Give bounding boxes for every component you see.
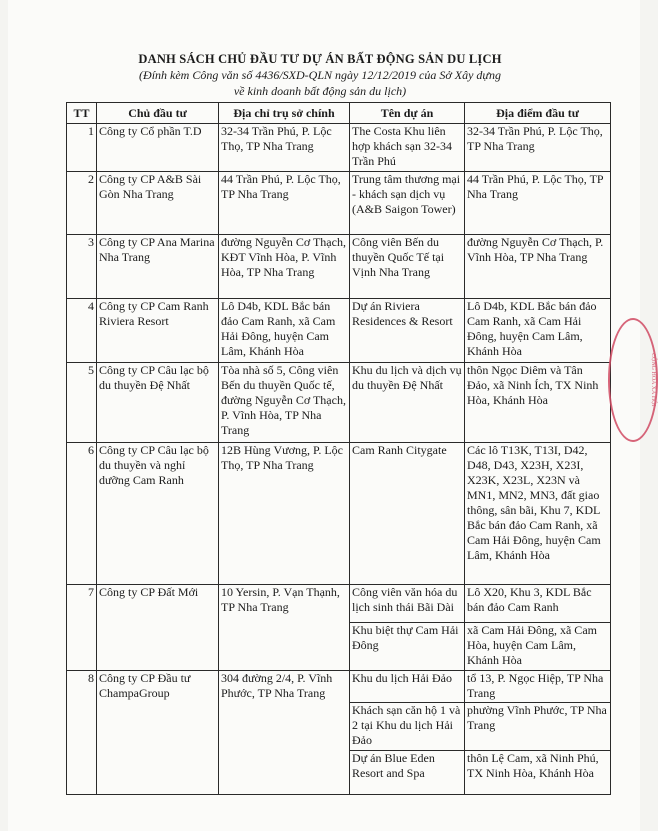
project-cell: Công viên Bến du thuyền Quốc Tế tại Vịnh Nha Trang xyxy=(350,235,465,299)
location-cell: thôn Lệ Cam, xã Ninh Phú, TX Ninh Hòa, Khánh Hòa xyxy=(465,751,611,795)
project-cell: Trung tâm thương mại - khách sạn dịch vụ (A&B Saigon Tower) xyxy=(350,172,465,235)
project-cell: Dự án Riviera Residences & Resort xyxy=(350,299,465,363)
row-number: 1 xyxy=(67,124,97,172)
investor-cell: Công ty CP Cam Ranh Riviera Resort xyxy=(97,299,219,363)
table-row xyxy=(67,671,611,703)
project-cell: Khu du lịch Hải Đảo xyxy=(350,671,465,703)
table-row xyxy=(67,172,611,235)
location-cell: 44 Trần Phú, P. Lộc Thọ, TP Nha Trang xyxy=(465,172,611,235)
table-header-row xyxy=(67,103,611,124)
project-cell: Khu du lịch và dịch vụ du thuyền Đệ Nhất xyxy=(350,363,465,443)
address-cell: 304 đường 2/4, P. Vĩnh Phước, TP Nha Trang xyxy=(219,671,350,795)
location-cell: Lô X20, Khu 3, KDL Bắc bán đảo Cam Ranh xyxy=(465,585,611,623)
investor-cell: Công ty Cổ phần T.D xyxy=(97,124,219,172)
table-row xyxy=(67,299,611,363)
row-number: 8 xyxy=(67,671,97,795)
location-cell: tổ 13, P. Ngọc Hiệp, TP Nha Trang xyxy=(465,671,611,703)
official-stamp xyxy=(608,318,658,442)
document-header xyxy=(0,52,640,99)
investor-cell: Công ty CP Đất Mới xyxy=(97,585,219,671)
address-cell: 44 Trần Phú, P. Lộc Thọ, TP Nha Trang xyxy=(219,172,350,235)
address-cell: 10 Yersin, P. Vạn Thạnh, TP Nha Trang xyxy=(219,585,350,671)
row-number: 6 xyxy=(67,443,97,585)
location-cell: Lô D4b, KDL Bắc bán đảo Cam Ranh, xã Cam Hải Đông, huyện Cam Lâm, Khánh Hòa xyxy=(465,299,611,363)
investor-cell: Công ty CP Ana Marina Nha Trang xyxy=(97,235,219,299)
table-row xyxy=(67,585,611,623)
row-number: 5 xyxy=(67,363,97,443)
location-cell: xã Cam Hải Đông, xã Cam Hòa, huyện Cam Lâm, Khánh Hòa xyxy=(465,623,611,671)
column-header-location: Địa điểm đầu tư xyxy=(465,103,611,124)
table-row xyxy=(67,124,611,172)
row-number: 2 xyxy=(67,172,97,235)
investor-cell: Công ty CP Câu lạc bộ du thuyền và nghỉ dưỡng Cam Ranh xyxy=(97,443,219,585)
column-header-project: Tên dự án xyxy=(350,103,465,124)
location-cell: 32-34 Trần Phú, P. Lộc Thọ, TP Nha Trang xyxy=(465,124,611,172)
project-cell: Cam Ranh Citygate xyxy=(350,443,465,585)
table-row xyxy=(67,235,611,299)
investor-cell: Công ty CP Câu lạc bộ du thuyền Đệ Nhất xyxy=(97,363,219,443)
address-cell: 12B Hùng Vương, P. Lộc Thọ, TP Nha Trang xyxy=(219,443,350,585)
document-subtitle-line2: về kinh doanh bất động sản du lịch) xyxy=(233,84,407,98)
project-cell: The Costa Khu liên hợp khách sạn 32-34 Trần Phú xyxy=(350,124,465,172)
investor-cell: Công ty CP A&B Sài Gòn Nha Trang xyxy=(97,172,219,235)
address-cell: Lô D4b, KDL Bắc bán đảo Cam Ranh, xã Cam Hải Đông, huyện Cam Lâm, Khánh Hòa xyxy=(219,299,350,363)
column-header-tt: TT xyxy=(67,103,97,124)
project-cell: Công viên văn hóa du lịch sinh thái Bãi Dài xyxy=(350,585,465,623)
project-cell: Khách sạn căn hộ 1 và 2 tại Khu du lịch Hải Đảo xyxy=(350,703,465,751)
investor-cell: Công ty CP Đầu tư ChampaGroup xyxy=(97,671,219,795)
project-cell: Dự án Blue Eden Resort and Spa xyxy=(350,751,465,795)
table-row xyxy=(67,363,611,443)
row-number: 7 xyxy=(67,585,97,671)
row-number: 4 xyxy=(67,299,97,363)
stamp-text: CỘNG HÒA XÃ HỘI xyxy=(650,353,656,407)
column-header-investor: Chủ đầu tư xyxy=(97,103,219,124)
document-subtitle-line1: (Đính kèm Công văn số 4436/SXD-QLN ngày 12/12/2019 của Sở Xây dựng xyxy=(139,68,501,82)
address-cell: 32-34 Trần Phú, P. Lộc Thọ, TP Nha Trang xyxy=(219,124,350,172)
address-cell: Tòa nhà số 5, Công viên Bến du thuyền Quốc tế, đường Nguyễn Cơ Thạch, P. Vĩnh Hòa, TP Nha Trang xyxy=(219,363,350,443)
row-number: 3 xyxy=(67,235,97,299)
table-row xyxy=(67,443,611,585)
location-cell: thôn Ngọc Diêm và Tân Đảo, xã Ninh Ích, TX Ninh Hòa, Khánh Hòa xyxy=(465,363,611,443)
column-header-address: Địa chỉ trụ sở chính xyxy=(219,103,350,124)
location-cell: phường Vĩnh Phước, TP Nha Trang xyxy=(465,703,611,751)
location-cell: Các lô T13K, T13I, D42, D48, D43, X23H, X23I, X23K, X23L, X23N và MN1, MN2, MN3, đất giao thông, sân bãi, Khu 7, KDL Bắc bán đảo Cam Ranh, xã Cam Hải Đông, huyện Cam Lâm, Khánh Hòa xyxy=(465,443,611,585)
document-title: DANH SÁCH CHỦ ĐẦU TƯ DỰ ÁN BẤT ĐỘNG SẢN DU LỊCH xyxy=(138,52,502,66)
project-cell: Khu biệt thự Cam Hải Đông xyxy=(350,623,465,671)
investor-table xyxy=(66,102,611,795)
address-cell: đường Nguyễn Cơ Thạch, KĐT Vĩnh Hòa, P. Vĩnh Hòa, TP Nha Trang xyxy=(219,235,350,299)
location-cell: đường Nguyễn Cơ Thạch, P. Vĩnh Hòa, TP Nha Trang xyxy=(465,235,611,299)
